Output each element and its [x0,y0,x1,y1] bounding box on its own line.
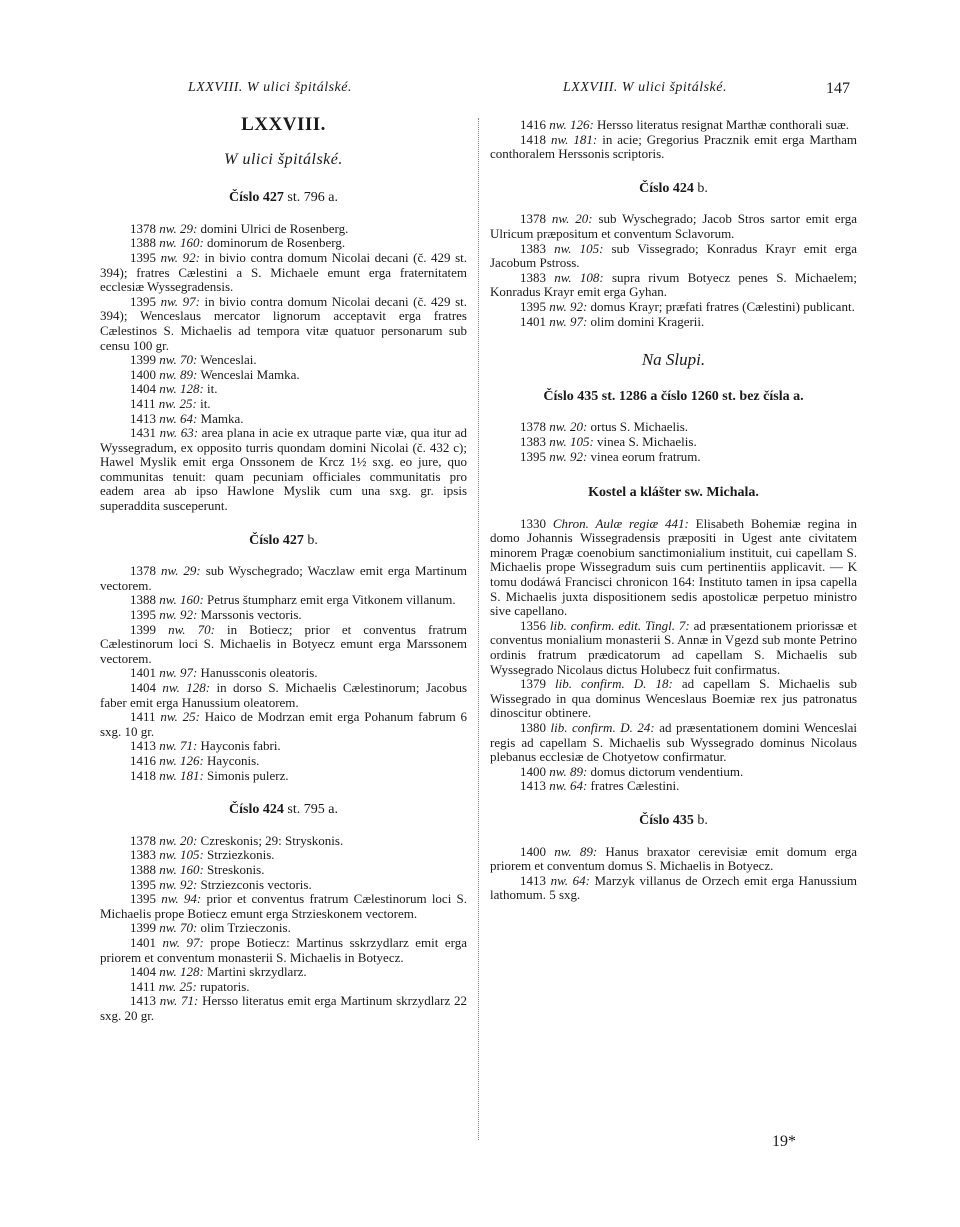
heading-number: 435 [672,812,694,828]
entry-year: 1401 [130,665,156,681]
entry-text: Hanussconis oleatoris. [200,665,318,681]
entry-reference: nw. 128: [159,381,204,397]
entry-text: prope Botiecz: Martinus sskrzydlarz emit erga priorem et conventum monasterii S. Michaelis in Botyecz. [100,934,468,965]
entry-year: 1395 [130,607,156,623]
entry-year: 1395 [130,249,156,265]
signature-mark: 19* [772,1133,796,1150]
entry-year: 1388 [130,861,156,877]
entry-year: 1378 [130,220,156,236]
entry-text: Hayconis. [207,752,260,768]
entry-reference: nw. 89: [554,843,598,859]
entry-reference: nw. 108: [554,269,604,285]
entry-year: 1378 [520,211,546,227]
entry [490,450,857,465]
entry [100,980,467,995]
entry-text: it. [207,381,218,397]
entry-text: sub Wyschegrado; Jacob Stros sartor emit erga Ulricum præpositum et conventum Sclavorum. [490,211,858,241]
entry-text: Petrus štumpharz emit erga Vitkonem villanum. [207,592,456,608]
entry [100,236,467,251]
entry-year: 1411 [130,709,156,725]
entry [100,368,467,383]
heading-suffix: b. [307,532,318,548]
section-heading [100,803,467,818]
entry [100,710,467,739]
entry-reference: nw. 70: [168,621,215,637]
entry-year: 1378 [130,832,156,848]
entry-year: 1413 [130,738,156,754]
entry-reference: nw. 20: [551,211,593,227]
entry [490,619,857,677]
entry-text: in bivio contra domum Nicolai decani (č. 429 st. 394); fratres Cælestini a S. Michaele emunt erga fraternitatem ecclesiæ Wyssegradensis. [100,249,468,295]
entry-text: ortus S. Michaelis. [590,419,689,435]
section-heading: Číslo 435 st. 1286 a číslo 1260 st. bez čísla a. [543,388,804,404]
section-heading [100,191,467,206]
entry-year: 1416 [520,117,546,132]
right-column [490,118,857,903]
heading-prefix: Číslo [639,180,670,196]
entry-reference: nw. 97: [162,934,204,950]
entry-text: domini Ulrici de Rosenberg. [200,220,349,236]
entry-year: 1411 [130,395,156,411]
entry-reference: nw. 25: [158,978,197,994]
heading-suffix: st. 796 a. [287,190,338,206]
entry-reference: nw. 64: [159,410,198,426]
entry [490,721,857,765]
entry [490,271,857,300]
entry-text: Hanus braxator cerevisiæ emit domum erga priorem et conventum domus S. Michaelis in Botyecz. [490,843,857,874]
entry-year: 1418 [130,767,156,783]
left-column [100,114,468,1023]
entry [100,666,467,681]
entry-year: 1378 [520,419,546,435]
entry [100,848,467,863]
heading-suffix: b. [697,180,708,196]
entry-year: 1383 [130,847,156,863]
entry-year: 1399 [130,621,156,637]
entry-year: 1404 [130,680,156,695]
entry-year: 1416 [130,752,156,768]
entry-reference: Chron. Aulæ regiæ 441: [552,515,689,531]
entry-text: rupatoris. [200,978,250,994]
entry [100,623,467,667]
heading-number: 427 [282,532,304,548]
entry-reference: nw. 92: [160,249,200,265]
entry-reference: nw. 97: [160,293,200,309]
entry-year: 1413 [130,993,156,1009]
entry-reference: nw. 89: [159,366,198,382]
heading-prefix: Číslo [229,802,260,818]
entry-text: Simonis pulerz. [207,767,289,783]
entry-reference: nw. 71: [159,993,199,1009]
entry-text: olim Trzieczonis. [200,920,291,936]
entry-year: 1413 [130,410,156,426]
entry-text: Mamka. [200,410,244,426]
entry [100,412,467,427]
entry-year: 1383 [520,240,546,256]
entry [490,677,857,721]
entry-text: Haico de Modrzan emit erga Pohanum fabrum 6 sxg. 10 gr. [100,709,468,739]
entry-year: 1383 [520,433,546,449]
entry [490,212,857,241]
entry [100,994,467,1023]
entry-reference: nw. 97: [159,665,198,681]
entry [100,965,467,980]
entry-reference: nw. 126: [159,752,204,768]
entry-reference: nw. 92: [159,876,198,892]
running-head-right: LXXVIII. W ulici špitálské. [563,80,727,95]
entry [490,420,857,435]
entry-text: Elisabeth Bohemiæ regina in domo Johannis Wissegradensis præpositi in Ugest ante civitatem minorem Pragæ coenobium sanctimonialium instituit, cui capellam S. Michaelis prope Wissegradum suis cum pertinentiis applicavit. — K tomu dodáwá Francisci chronicon 164: Instituto tamen in ipsa capella S. Michaelis juxta dispositionem sedis apostolicæ perpetuo ministro sive capellano. [490,515,858,619]
chapter-numeral: LXXVIII. [241,114,326,135]
entry-reference: nw. 160: [159,592,204,608]
entry [100,295,467,353]
entry-reference: nw. 25: [158,395,197,411]
entry-year: 1395 [520,298,546,314]
entry-text: in dorso S. Michaelis Cælestinorum; Jacobus faber emit erga Hanussium oleatorem. [100,680,467,710]
entry-text: domus Krayr; præfati fratres (Cælestini) publicant. [590,298,855,314]
entry [100,426,467,514]
entry-text: Czreskonis; 29: Stryskonis. [200,832,344,848]
entry-year: 1413 [520,778,546,794]
running-head-left: LXXVIII. W ulici špitálské. [188,80,352,95]
entry [490,874,857,903]
section-heading [100,534,467,549]
entry [490,517,857,619]
entry-text: ad præsentationem priorissæ et conventus monialium monasterii S. Annæ in Vgezd sub monte Petrino ordinis fratrum prædicatorum ad capellam S. Michaelis sub Wyssegrado Nicolaus dictus Holubecz fuit confirmatus. [490,617,858,677]
entry-reference: nw. 105: [554,240,604,256]
entry-year: 1356 [520,617,546,633]
entry [100,863,467,878]
entry [100,878,467,893]
entry-text: sub Vissegrado; Konradus Krayr emit erga Jacobum Pstross. [490,240,857,271]
entry [100,936,467,965]
entry [490,779,857,794]
entry [490,435,857,450]
heading-prefix: Číslo [229,190,260,206]
heading-number: 427 [262,190,284,206]
entry-year: 1380 [520,720,546,735]
entry-reference: nw. 20: [549,419,588,435]
entry [100,892,467,921]
entry-year: 1431 [130,425,156,441]
entry [490,300,857,315]
entry-text: Hersso literatus emit erga Martinum skrzydlarz 22 sxg. 20 gr. [100,993,467,1023]
entry-reference: nw. 70: [159,920,198,936]
entry-text: Strziezconis vectoris. [200,876,312,892]
entry [100,222,467,237]
heading-number: 424 [262,802,284,818]
entry [100,681,467,710]
entry-year: 1401 [130,934,156,950]
entry-reference: nw. 97: [549,313,588,329]
entry-reference: nw. 105: [549,433,594,449]
entry [490,118,857,133]
entry-text: Marzyk villanus de Orzech emit erga Hanussium lathomum. 5 sxg. [490,872,857,903]
entry [100,353,467,368]
section-heading [490,814,857,829]
entry-year: 1395 [130,876,156,892]
entry [100,382,467,397]
entry-year: 1411 [130,978,156,994]
entry [490,242,857,271]
entry-text: vinea S. Michaelis. [597,433,697,449]
entry-text: Streskonis. [207,861,265,877]
entry-text: Martini skrzydlarz. [207,964,307,980]
heading-prefix: Číslo [639,812,670,828]
entry [490,845,857,874]
entry-year: 1388 [130,592,156,608]
entry [490,315,857,330]
entry-reference: nw. 92: [549,448,588,464]
heading-suffix: st. 795 a. [287,802,338,818]
entry-reference: lib. confirm. edit. Tingl. 7: [549,617,690,633]
entry-reference: lib. confirm. D. 24: [550,720,655,735]
entry [490,133,857,162]
entry-text: Wenceslai Mamka. [200,366,300,382]
entry-text: in bivio contra domum Nicolai decani (č. 429 st. 394); Wenceslaus mercator lignorum acceptavit erga fratres Cælestinos S. Michaelis ad tempora vitæ quatuor personarum sub censu 100 gr. [100,293,468,353]
entry [100,769,467,784]
entry-reference: nw. 25: [160,709,200,725]
entry-reference: nw. 29: [159,220,198,236]
entry-year: 1404 [130,964,156,980]
entry-reference: nw. 181: [550,131,598,147]
entry-reference: nw. 92: [159,607,198,623]
entry-reference: nw. 64: [550,872,590,888]
entry-year: 1404 [130,381,156,397]
entry-reference: nw. 160: [159,861,204,877]
entry-text: fratres Cælestini. [590,778,680,794]
entry-text: ad præsentationem domini Wenceslai regis ad capellam S. Michaelis sub Wyssegrado dominus Nicolaus plebanus ecclesiæ de Chotyetow confirmatur. [490,720,858,765]
heading-number: 424 [672,180,694,196]
entry-text: in acie; Gregorius Pracznik emit erga Martham conthoralem Herssonis scriptoris. [490,131,858,162]
entry [490,765,857,780]
entry-text: ad capellam S. Michaelis sub Wissegrado in qua dominus Wenceslaus Boemiæ rex jus patronatus dinoscitur obtinere. [490,676,858,721]
entry-text: Hersso literatus resignat Marthæ conthorali suæ. [597,117,850,132]
entry-reference: nw. 94: [161,891,202,907]
entry-year: 1395 [130,293,156,309]
entry-text: Marssonis vectoris. [200,607,302,623]
heading-suffix: b. [697,812,708,828]
entry [100,397,467,412]
entry-reference: nw. 181: [159,767,204,783]
entry-reference: nw. 128: [159,964,204,980]
entry [100,608,467,623]
entry-text: prior et conventus fratrum Cælestinorum loci S. Michaelis prope Botiecz emunt erga Strzieskonem vectorem. [100,891,468,921]
entry-year: 1383 [520,269,546,285]
entry-year: 1399 [130,920,156,936]
entry [100,754,467,769]
entry-year: 1401 [520,313,546,329]
entry-text: supra rivum Botyecz penes S. Michaelem; Konradus Krayr emit erga Gyhan. [490,269,857,300]
entry-year: 1400 [130,366,156,382]
entry-text: domus dictorum vendentium. [590,763,744,779]
entry [100,593,467,608]
section-title-na-slupi: Na Slupi. [641,350,706,370]
entry-reference: nw. 63: [159,425,199,441]
entry-year: 1400 [520,843,546,859]
entry-reference: nw. 128: [162,680,211,695]
chapter-title: W ulici špitálské. [224,150,343,168]
entry-year: 1388 [130,235,156,251]
entry-reference: nw. 70: [159,352,198,368]
entry-reference: nw. 71: [159,738,198,754]
heading-prefix: Číslo [249,532,280,548]
entry-text: olim domini Kragerii. [590,313,705,329]
entry-reference: nw. 160: [159,235,204,251]
entry-year: 1399 [130,352,156,368]
entry-reference: nw. 64: [549,778,588,794]
entry-year: 1418 [520,131,546,147]
page-number: 147 [826,80,850,97]
entry [100,921,467,936]
section-heading [490,182,857,197]
entry-reference: nw. 105: [159,847,204,863]
entry-year: 1379 [520,676,546,692]
entry [100,739,467,754]
entry-text: sub Wyschegrado; Waczlaw emit erga Martinum vectorem. [100,563,468,593]
entry-year: 1378 [130,563,156,579]
entry-text: dominorum de Rosenberg. [207,235,346,251]
entry [100,251,467,295]
entry-reference: nw. 29: [160,563,201,579]
section-title-kostel: Kostel a klášter sw. Michala. [588,485,759,501]
entry-reference: nw. 89: [549,763,588,779]
entry-year: 1330 [520,515,546,531]
entry-reference: lib. confirm. D. 18: [555,676,673,692]
entry-reference: nw. 126: [549,117,594,132]
entry-year: 1413 [520,872,546,888]
entry [100,564,467,593]
entry-text: Strziezkonis. [207,847,275,863]
entry-text: it. [200,395,211,411]
entry-year: 1395 [520,448,546,464]
entry-text: Wenceslai. [200,352,257,368]
entry-text: Hayconis fabri. [200,738,281,754]
entry [100,834,467,849]
entry-year: 1395 [130,891,156,907]
entry-text: area plana in acie ex utraque parte viæ, qua itur ad Wyssegradum, ex opposito turris quondam domini Nicolai (č. 432 c); Hawel Myslik emit erga Onssonem de Krcz 1½ sxg. eo jure, quo communitas tenuit: quam pecuniam officiales communitatis pro eadem area ab ipso Hawlone Myslik cum una sxg. gr. ipsis superaddita susceperunt. [100,425,468,514]
entry-year: 1400 [520,763,546,779]
column-divider [478,118,479,1140]
entry-text: in Botiecz; prior et conventus fratrum Cælestinorum loci S. Michaelis in Botyecz emunt erga Marssonem vectorem. [100,621,468,666]
entry-text: vinea eorum fratrum. [590,448,701,464]
entry-reference: nw. 92: [549,298,588,314]
entry-reference: nw. 20: [159,832,198,848]
